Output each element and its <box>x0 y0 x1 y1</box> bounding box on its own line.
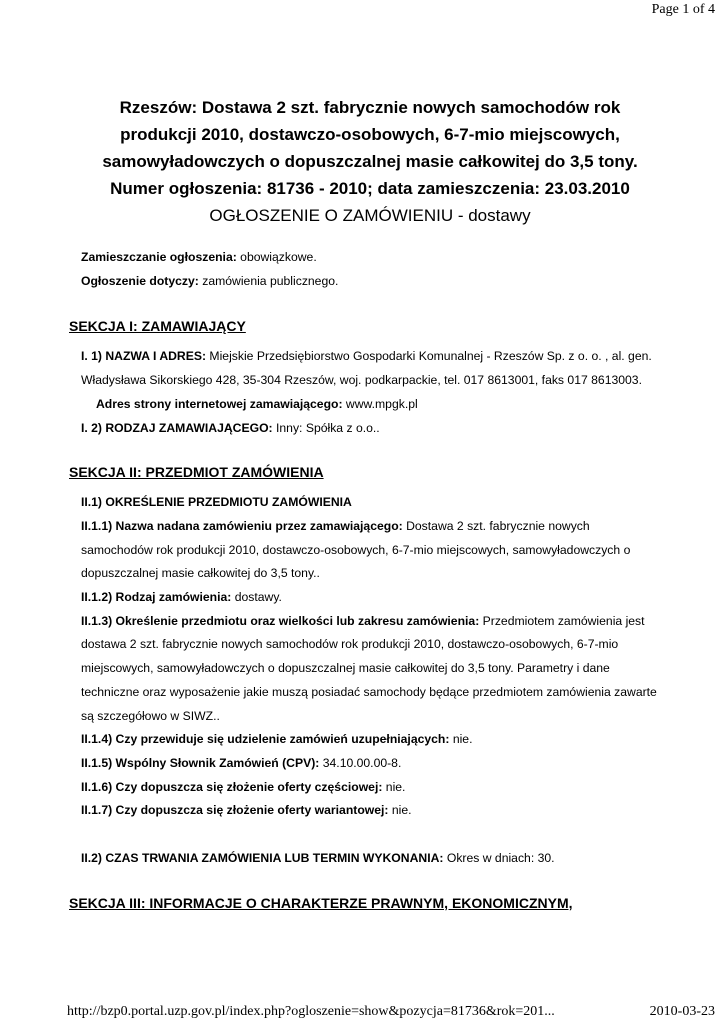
field-label: I. 1) NAZWA I ADRES: <box>81 349 207 364</box>
field-value: obowiązkowe. <box>236 250 317 264</box>
ii2-field <box>81 847 675 871</box>
document-body <box>0 246 725 911</box>
document-title <box>40 94 700 229</box>
field-value: Przedmiotem zamówienia jest dostawa 2 szt. fabrycznie nowych samochodów rok produkcji 2010, dostawczo-osobowych, 6-7-mio miejscowych, samowyładowczych o dopuszczalnej masie całkowitej do 3,5 tony. Parametry i dane techniczne oraz wyposażenie jakie muszą posiadać samochody będące przedmiotem zamówienia zawarte są szczegółowo w SIWZ.. <box>81 613 657 723</box>
dotyczy-field <box>81 270 675 294</box>
field-label: II.1.7) Czy dopuszcza się złożenie oferty wariantowej: <box>81 803 389 818</box>
ii15-field <box>81 752 675 776</box>
footer-date: 2010-03-23 <box>649 1004 715 1019</box>
ii1-heading: II.1) OKREŚLENIE PRZEDMIOTU ZAMÓWIENIA <box>81 495 352 510</box>
field-value: Dostawa 2 szt. fabrycznie nowych samochodów rok produkcji 2010, dostawczo-osobowych, 6-7-mio miejscowych, samowyładowczych o dopuszczalnej masie całkowitej do 3,5 tony.. <box>81 518 631 581</box>
ii13-field <box>81 610 665 729</box>
field-label: II.1.6) Czy dopuszcza się złożenie oferty częściowej: <box>81 779 383 794</box>
field-label: II.1.4) Czy przewiduje się udzielenie zamówień uzupełniających: <box>81 732 450 747</box>
field-label: II.1.3) Określenie przedmiotu oraz wielkości lub zakresu zamówienia: <box>81 613 480 628</box>
field-value: 34.10.00.00-8. <box>319 755 402 770</box>
zamieszczanie-field <box>81 246 675 270</box>
field-value: zamówienia publicznego. <box>198 273 339 288</box>
ii16-field <box>81 776 675 800</box>
ii12-field <box>81 586 675 610</box>
field-value: Inny: Spółka z o.o.. <box>272 420 380 435</box>
field-label: Adres strony internetowej zamawiającego: <box>96 396 343 411</box>
field-label: Ogłoszenie dotyczy: <box>81 273 199 288</box>
field-label: II.2) CZAS TRWANIA ZAMÓWIENIA LUB TERMIN WYKONANIA: <box>81 851 444 866</box>
section-3-heading: SEKCJA III: INFORMACJE O CHARAKTERZE PRAWNYM, EKONOMICZNYM, <box>69 894 573 911</box>
title-line-4: Numer ogłoszenia: 81736 - 2010; data zamieszczenia: 23.03.2010 <box>110 179 630 198</box>
section-2-heading: SEKCJA II: PRZEDMIOT ZAMÓWIENIA <box>69 464 324 481</box>
title-line-3: samowyładowczych o dopuszczalnej masie całkowitej do 3,5 tony. <box>102 152 638 171</box>
i1-name-address <box>81 345 655 392</box>
field-label: I. 2) RODZAJ ZAMAWIAJĄCEGO: <box>81 420 273 435</box>
website-link: www.mpgk.pl <box>342 396 418 411</box>
field-value: nie. <box>388 803 412 818</box>
page-number: Page 1 of 4 <box>651 2 715 17</box>
field-value: nie. <box>449 732 473 747</box>
title-line-2: produkcji 2010, dostawczo-osobowych, 6-7-mio miejscowych, <box>120 125 620 144</box>
title-line-1: Rzeszów: Dostawa 2 szt. fabrycznie nowych samochodów rok <box>119 98 621 117</box>
footer-url: http://bzp0.portal.uzp.gov.pl/index.php?ogloszenie=show&pozycja=81736&rok=201... <box>67 1004 555 1019</box>
field-value: Okres w dniach: 30. <box>443 851 555 866</box>
field-label: II.1.1) Nazwa nadana zamówieniu przez zamawiającego: <box>81 518 403 533</box>
ii17-field <box>81 799 675 823</box>
field-value: dostawy. <box>231 590 282 605</box>
i2-type-field <box>81 417 675 441</box>
section-1-heading: SEKCJA I: ZAMAWIAJĄCY <box>69 318 246 335</box>
document-subtitle: OGŁOSZENIE O ZAMÓWIENIU - dostawy <box>209 206 531 225</box>
website-field <box>96 393 675 417</box>
field-label: II.1.2) Rodzaj zamówienia: <box>81 590 232 605</box>
field-label: Zamieszczanie ogłoszenia: <box>81 250 237 264</box>
field-label: II.1.5) Wspólny Słownik Zamówień (CPV): <box>81 755 320 770</box>
ii11-field <box>81 515 645 586</box>
field-value: nie. <box>382 779 406 794</box>
ii14-field <box>81 728 675 752</box>
field-value: Miejskie Przedsiębiorstwo Gospodarki Komunalnej - Rzeszów Sp. z o. o. , al. gen. Władysława Sikorskiego 428, 35-304 Rzeszów, woj. podkarpackie, tel. 017 8613001, faks 017 8613003. <box>81 349 652 388</box>
